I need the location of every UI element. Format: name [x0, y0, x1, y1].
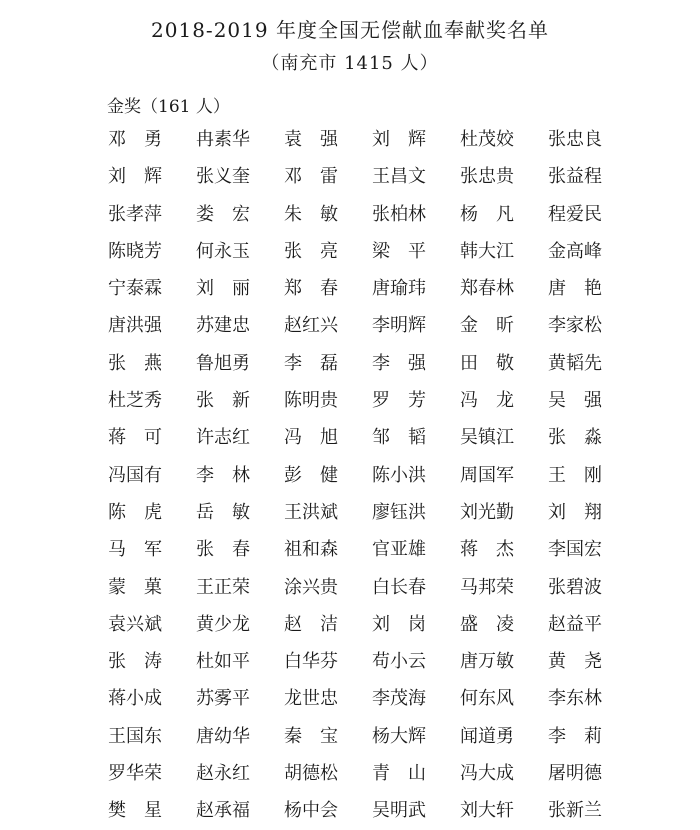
awardee-name: 程爱民 — [548, 203, 602, 225]
awardee-name: 张忠贵 — [460, 166, 514, 188]
awardee-name: 刘大轩 — [460, 800, 514, 822]
awardee-name: 王正荣 — [196, 576, 250, 598]
awardee-name: 张 亮 — [284, 240, 338, 262]
awardee-name: 冯国有 — [108, 464, 162, 486]
awardee-name: 刘光勤 — [460, 501, 514, 523]
awardee-name: 周国军 — [460, 464, 514, 486]
awardee-name: 杨中会 — [284, 800, 338, 822]
awardee-name: 屠明德 — [548, 763, 602, 785]
awardee-name: 彭 健 — [284, 464, 338, 486]
awardee-name: 涂兴贵 — [284, 576, 338, 598]
awardee-name: 蒙 菓 — [108, 576, 162, 598]
awardee-name: 金 昕 — [460, 315, 514, 337]
page-title: 2018-2019 年度全国无偿献血奉献奖名单 — [151, 18, 549, 42]
awardee-name: 张义奎 — [196, 166, 250, 188]
awardee-name: 白长春 — [372, 576, 426, 598]
awardee-name: 张 春 — [196, 539, 250, 561]
awardee-name: 陈 虎 — [108, 501, 162, 523]
awardee-name: 黄少龙 — [196, 613, 250, 635]
awardee-name: 罗 芳 — [372, 390, 426, 412]
awardee-name: 张柏林 — [372, 203, 426, 225]
awardee-name: 朱 敏 — [284, 203, 338, 225]
awardee-name: 白华芬 — [284, 651, 338, 673]
awardee-name: 苏雾平 — [196, 688, 250, 710]
awardee-name: 赵承福 — [196, 800, 250, 822]
awardee-name: 鲁旭勇 — [196, 352, 250, 374]
awardee-name: 冯大成 — [460, 763, 514, 785]
awardee-name: 郑春林 — [460, 278, 514, 300]
awardee-name: 罗华荣 — [108, 763, 162, 785]
awardee-name: 李 林 — [196, 464, 250, 486]
awardee-name: 唐洪强 — [108, 315, 162, 337]
awardee-name: 李 强 — [372, 352, 426, 374]
awardee-name: 刘 岗 — [372, 613, 426, 635]
awardee-name: 张碧波 — [548, 576, 602, 598]
awardee-name: 李明辉 — [372, 315, 426, 337]
awardee-name: 李国宏 — [548, 539, 602, 561]
awardee-name: 张 涛 — [108, 651, 162, 673]
awardee-name: 冉素华 — [196, 129, 250, 150]
awardee-name: 龙世忠 — [284, 688, 338, 710]
awardee-name: 袁 强 — [284, 129, 338, 150]
awardee-name: 樊 星 — [108, 800, 162, 822]
awardee-name: 吴明武 — [372, 800, 426, 822]
section-heading: 金奖（161 人） — [107, 97, 230, 117]
awardee-name: 李家松 — [548, 315, 602, 337]
awardee-name: 袁兴斌 — [108, 613, 162, 635]
awardee-name: 许志红 — [196, 427, 250, 449]
awardee-name: 冯 旭 — [284, 427, 338, 449]
awardee-name: 赵 洁 — [284, 613, 338, 635]
awardee-name: 杜茂姣 — [460, 129, 514, 150]
awardee-name: 李茂海 — [372, 688, 426, 710]
awardee-name: 马邦荣 — [460, 576, 514, 598]
awardee-name: 胡德松 — [284, 763, 338, 785]
awardee-name: 张孝萍 — [108, 203, 162, 225]
awardee-name: 韩大江 — [460, 240, 514, 262]
awardee-name: 赵益平 — [548, 613, 602, 635]
awardee-name: 唐 艳 — [548, 278, 602, 300]
awardee-name: 杨 凡 — [460, 203, 514, 225]
awardee-name: 李 莉 — [548, 725, 602, 747]
awardee-name: 青 山 — [372, 763, 426, 785]
awardee-name: 王昌文 — [372, 166, 426, 188]
awardee-name: 黄 尧 — [548, 651, 602, 673]
awardee-name: 郑 春 — [284, 278, 338, 300]
awardee-name: 杜如平 — [196, 651, 250, 673]
awardee-name: 蒋 杰 — [460, 539, 514, 561]
awardee-name: 蒋 可 — [108, 427, 162, 449]
awardee-name: 蒋小成 — [108, 688, 162, 710]
awardee-name: 金高峰 — [548, 240, 602, 262]
awardee-name: 刘 丽 — [196, 278, 250, 300]
awardee-name: 杨大辉 — [372, 725, 426, 747]
awardee-name: 吴镇江 — [460, 427, 514, 449]
awardee-name: 岳 敏 — [196, 501, 250, 523]
awardee-name: 赵永红 — [196, 763, 250, 785]
awardee-name: 祖和森 — [284, 539, 338, 561]
awardee-name: 盛 凌 — [460, 613, 514, 635]
awardee-name: 张忠良 — [548, 129, 602, 150]
awardee-name: 张新兰 — [548, 800, 602, 822]
awardee-name: 杜芝秀 — [108, 390, 162, 412]
awardee-name: 吴 强 — [548, 390, 602, 412]
awardee-name: 张益程 — [548, 166, 602, 188]
awardee-name: 陈小洪 — [372, 464, 426, 486]
awardee-name: 何永玉 — [196, 240, 250, 262]
awardee-name: 陈晓芳 — [108, 240, 162, 262]
awardee-name: 宁泰霖 — [108, 278, 162, 300]
awardee-name: 李 磊 — [284, 352, 338, 374]
awardee-name: 张 淼 — [548, 427, 602, 449]
awardee-name: 唐万敏 — [460, 651, 514, 673]
page-subtitle: （南充市 1415 人） — [261, 53, 439, 74]
awardee-name: 苏建忠 — [196, 315, 250, 337]
name-list — [100, 121, 628, 830]
awardee-name: 秦 宝 — [284, 725, 338, 747]
awardee-name: 何东风 — [460, 688, 514, 710]
awardee-name: 邹 韬 — [372, 427, 426, 449]
awardee-name: 刘 辉 — [108, 166, 162, 188]
awardee-name: 冯 龙 — [460, 390, 514, 412]
awardee-name: 廖钰洪 — [372, 501, 426, 523]
awardee-name: 张 燕 — [108, 352, 162, 374]
awardee-name: 王 刚 — [548, 464, 602, 486]
awardee-name: 黄韬先 — [548, 352, 602, 374]
awardee-name: 马 军 — [108, 539, 162, 561]
awardee-name: 邓 雷 — [284, 166, 338, 188]
awardee-name: 王国东 — [108, 725, 162, 747]
awardee-name: 苟小云 — [372, 651, 426, 673]
awardee-name: 赵红兴 — [284, 315, 338, 337]
awardee-name: 田 敬 — [460, 352, 514, 374]
awardee-name: 王洪斌 — [284, 501, 338, 523]
awardee-name: 梁 平 — [372, 240, 426, 262]
awardee-name: 唐瑜玮 — [372, 278, 426, 300]
awardee-name: 娄 宏 — [196, 203, 250, 225]
awardee-name: 刘 翔 — [548, 501, 602, 523]
awardee-name: 官亚雄 — [372, 539, 426, 561]
awardee-name: 张 新 — [196, 390, 250, 412]
awardee-name: 陈明贵 — [284, 390, 338, 412]
awardee-name: 刘 辉 — [372, 129, 426, 150]
awardee-name: 唐幼华 — [196, 725, 250, 747]
awardee-name: 邓 勇 — [108, 129, 162, 150]
awardee-name: 闻道勇 — [460, 725, 514, 747]
awardee-name: 李东林 — [548, 688, 602, 710]
